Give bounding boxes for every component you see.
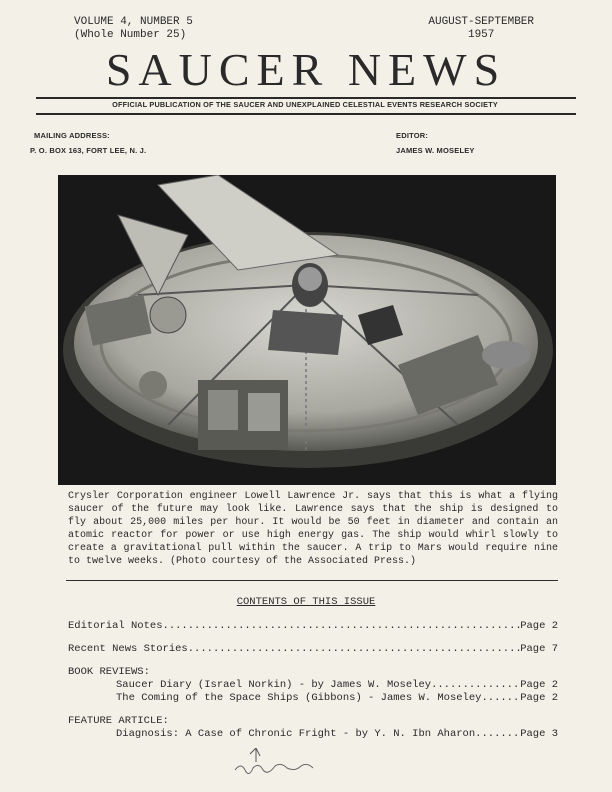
toc-feature1-page: Page 3 (520, 728, 558, 740)
issue-date (428, 16, 534, 42)
toc-feature-heading: FEATURE ARTICLE: (68, 715, 169, 727)
toc-book1-page: Page 2 (520, 679, 558, 691)
editor-name: JAMES W. MOSELEY (396, 146, 475, 155)
caption-rule (66, 580, 558, 581)
bottom-rule (36, 113, 576, 115)
toc-leader (163, 620, 521, 633)
volume-line: VOLUME 4, NUMBER 5 (74, 16, 193, 28)
contents-title: CONTENTS OF THIS ISSUE (236, 596, 376, 608)
whole-number: (Whole Number 25) (74, 29, 187, 41)
masthead-title: SAUCER NEWS (105, 44, 507, 95)
toc-book2-label: The Coming of the Space Ships (Gibbons) - James W. Moseley (116, 692, 482, 704)
date-line: AUGUST-SEPTEMBER (428, 16, 534, 28)
caption-text: Crysler Corporation engineer Lowell Lawrence Jr. says that this is what a flying saucer of the future may look like. Lawrence says that the ship is designed to fly about 25,000 miles per hour. It would be 50 feet in diameter and contain an atomic reactor for power or use high energy gas. The ship would whirl slowly to create a gravitational pull within the saucer. A trip to Mars would require nine to twelve weeks. (Photo courtesy of the Associated Press.) (68, 491, 558, 567)
toc-book-heading: BOOK REVIEWS: (68, 666, 150, 678)
toc-book2-page: Page 2 (520, 692, 558, 704)
toc-book1-label: Saucer Diary (Israel Norkin) - by James W. Moseley (116, 679, 432, 691)
toc-feature1 (68, 728, 558, 741)
toc-editorial-label: Editorial Notes (68, 620, 163, 632)
toc-book1 (68, 679, 558, 692)
toc-leader (188, 643, 520, 656)
handwritten-scribble-icon (230, 748, 350, 778)
toc-leader (475, 728, 520, 741)
saucer-photo (58, 175, 556, 485)
toc-editorial-page: Page 2 (520, 620, 558, 632)
top-rule (36, 97, 576, 99)
volume-info (74, 16, 193, 42)
toc-recent (68, 643, 558, 656)
mailing-label: MAILING ADDRESS: (34, 131, 110, 140)
editor-label: EDITOR: (396, 131, 429, 140)
saucer-illustration-icon (58, 175, 556, 485)
photo-caption (68, 490, 558, 568)
toc-leader (481, 692, 520, 705)
toc-feature1-label: Diagnosis: A Case of Chronic Fright - by Y. N. Ibn Aharon (116, 728, 476, 740)
mailing-address: P. O. BOX 163, FORT LEE, N. J. (30, 146, 147, 155)
toc-recent-page: Page 7 (520, 643, 558, 655)
toc-leader (431, 679, 520, 692)
issue-year: 1957 (467, 29, 495, 41)
toc-book2 (68, 692, 558, 705)
toc-recent-label: Recent News Stories (68, 643, 188, 655)
toc-editorial (68, 620, 558, 633)
official-publication-line: OFFICIAL PUBLICATION OF THE SAUCER AND UNEXPLAINED CELESTIAL EVENTS RESEARCH SOCIETY (112, 100, 498, 109)
